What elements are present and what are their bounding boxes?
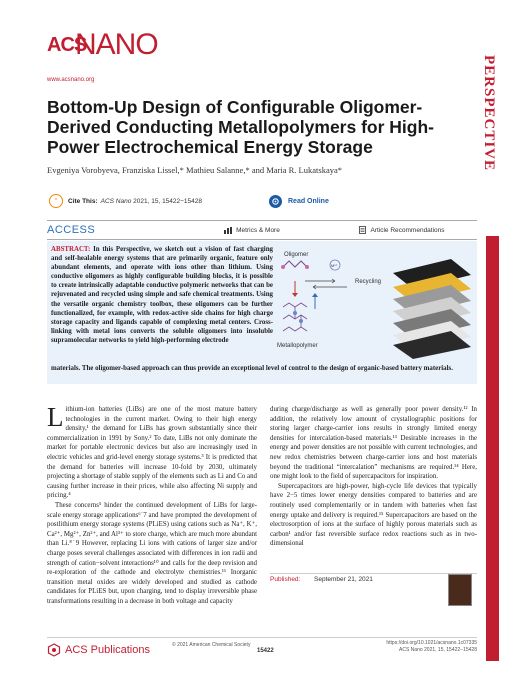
citation-bar <box>47 191 477 211</box>
electrode-stack-graphic <box>393 259 471 359</box>
published-date: September 21, 2021 <box>314 576 373 583</box>
section-label-text: PERSPECTIVE <box>481 55 497 172</box>
cite-reference <box>101 198 202 205</box>
journal-site-link[interactable]: www.acsnano.org <box>47 77 95 83</box>
article-authors: Evgeniya Vorobyeva, Franziska Lissel,* Mathieu Salanne,* and Maria R. Lukatskaya* <box>47 165 342 175</box>
toc-metallopolymer-label: Metallopolymer <box>277 343 318 349</box>
paragraph-4: Supercapacitors are high-power, high-cycle life devices that typically have 2−5 times lower energy densities compared to batteries and are routinely used complementarily or in tandem with batteries when fast energy uptake and delivery is required.¹⁵ Supercapacitors are based on the electrosorption of ions at the surface of highly porous materials such as carbon¹ and/or fast reversible surface redox reactions such as in two-dimensional <box>270 482 477 548</box>
metallopolymer-network-graphic <box>283 303 307 331</box>
paragraph-2: These concerns⁵ hinder the continued development of LiBs for large-scale energy storage applications⁶˙7 and have prompted the development of postlithium energy storage systems (PLiES) using cations such as Na⁺, K⁺, Ca²⁺, Mg²⁺, Zn²⁺, and Al³⁺ to store charge, which are much more abundant than Li.⁸˙9 However, replacing Li ions with cations of larger size and/or charge poses several challenges associated with differences in ion radii and strength of cation−solvent interactions¹⁰ and calls for the deep revision and re-exploration of the cathode and electrolyte chemistries.¹¹ Inorganic transition metal oxides are widely developed and studied as cathode candidates for PLiES but, upon charging, tend to display irreversible phase transformations resulting in a decrease in both voltage and capacity <box>47 501 257 605</box>
read-online-label: Read Online <box>288 197 329 205</box>
doi-block <box>386 640 477 654</box>
acs-hexagon-icon <box>47 643 61 657</box>
bar-chart-icon <box>224 227 232 234</box>
logo-prefix: ACS <box>47 34 87 56</box>
body-column-right <box>270 405 477 549</box>
document-icon <box>359 226 366 234</box>
abstract-text <box>51 245 273 345</box>
cite-label: Cite This: <box>68 197 98 205</box>
drop-cap: L <box>47 402 64 432</box>
copyright: © 2021 American Chemical Society <box>172 642 251 648</box>
abstract-box <box>47 241 477 384</box>
toc-graphic <box>275 245 475 361</box>
oligomer-chain-graphic <box>281 261 309 269</box>
metrics-label: Metrics & More <box>236 226 280 234</box>
cite-journal: ACS Nano <box>100 197 132 205</box>
abstract-lead: ABSTRACT: <box>51 246 91 253</box>
section-label <box>480 55 506 235</box>
read-online-icon <box>269 195 282 208</box>
article-title: Bottom-Up Design of Configurable Oligomer-Derived Conducting Metallopolymers for High-Power Electrochemical Energy Storage <box>47 97 434 157</box>
body-column-left <box>47 402 257 606</box>
abstract-tail: materials. The oligomer-based approach can thus provide an exceptional level of control to the design of organic-based battery materials. <box>51 365 453 372</box>
access-bar <box>47 220 477 240</box>
cite-this-box[interactable] <box>47 191 267 211</box>
cite-icon: “ <box>49 194 63 208</box>
journal-logo <box>47 28 187 68</box>
toc-oligomer-label: Oligomer <box>284 252 309 258</box>
acs-publications-logo[interactable] <box>47 643 150 657</box>
metrics-link[interactable] <box>177 227 327 234</box>
published-label: Published: <box>270 576 301 583</box>
section-color-bar <box>486 236 499 661</box>
read-online-button[interactable] <box>269 191 329 211</box>
recycling-arrows-graphic <box>305 279 347 289</box>
logo-name: NANO <box>75 28 158 61</box>
toc-ion-label: Mⁿ⁺ <box>331 264 338 268</box>
cite-ref-text: 2021, 15, 15422−15428 <box>131 197 203 205</box>
page-footer <box>47 637 477 658</box>
published-box <box>270 573 477 632</box>
process-arrows-graphic <box>292 281 318 309</box>
journal-cover-thumbnail[interactable] <box>448 574 472 606</box>
toc-recycling-label: Recycling <box>355 279 382 285</box>
abstract-body: In this Perspective, we sketch out a vision of fast charging and self-healable energy systems that are primarily organic, feature only abundant elements, and operate with ions other than lithium. Using conductive oligomers as highly configurable building blocks, it is possible to create intrinsically adaptable conductive polymeric networks that can be rejuvenated and recycled using simple and safe chemical treatments. Using the versatile organic chemistry toolbox, these oligomers can be further functionalized, for example, with redox-active side chains for high charge storage capacity and ligands capable of complexing metal centers. Cross-linking with metal ions converts the soluble oligomers into insoluble supramolecular networks to yield high-performing electrode <box>51 246 273 344</box>
article-recommendations-label: Article Recommendations <box>370 226 445 234</box>
doi-link[interactable]: https://doi.org/10.1021/acsnano.1c07335 <box>386 640 477 646</box>
paragraph-3: during charge/discharge as well as generally poor power density.¹² In addition, the relatively low amount of crystallographic positions for storing larger charge-carrier ions results in strongly limited energy densities for intercalation-based materials.¹³ Desirable increases in the energy and power densities are not possible with current technologies, and new redox chemistries between charge-carrier ions and host materials beyond the traditional “intercalation” mechanisms are required.¹⁴ Here, one might look to the field of supercapacitors for inspiration. <box>270 406 477 481</box>
access-label: ACCESS <box>47 224 96 236</box>
article-recommendations-link[interactable] <box>327 226 477 234</box>
publisher-name: ACS Publications <box>65 644 150 656</box>
paragraph-1: ithium-ion batteries (LiBs) are one of the most mature battery technologies in the current market. Owing to their high energy density,¹ the demand for LiBs has grown substantially since their commercialization in 1991 by Sony.² To date, LiBs not only dominate the market for portable electronic devices but also are increasingly used in electric vehicles and grid-level energy storage systems.³ It is predicted that the demand for batteries will increase 10-fold by 2030, ultimately projecting a shortage of stable supply of the elements such as Li and Co and causing further increase in their prices, while also affecting Ni supply and pricing.⁴ <box>47 406 257 500</box>
doi-ref: ACS Nano 2021, 15, 15422−15428 <box>399 647 477 653</box>
page-number: 15422 <box>257 648 274 654</box>
